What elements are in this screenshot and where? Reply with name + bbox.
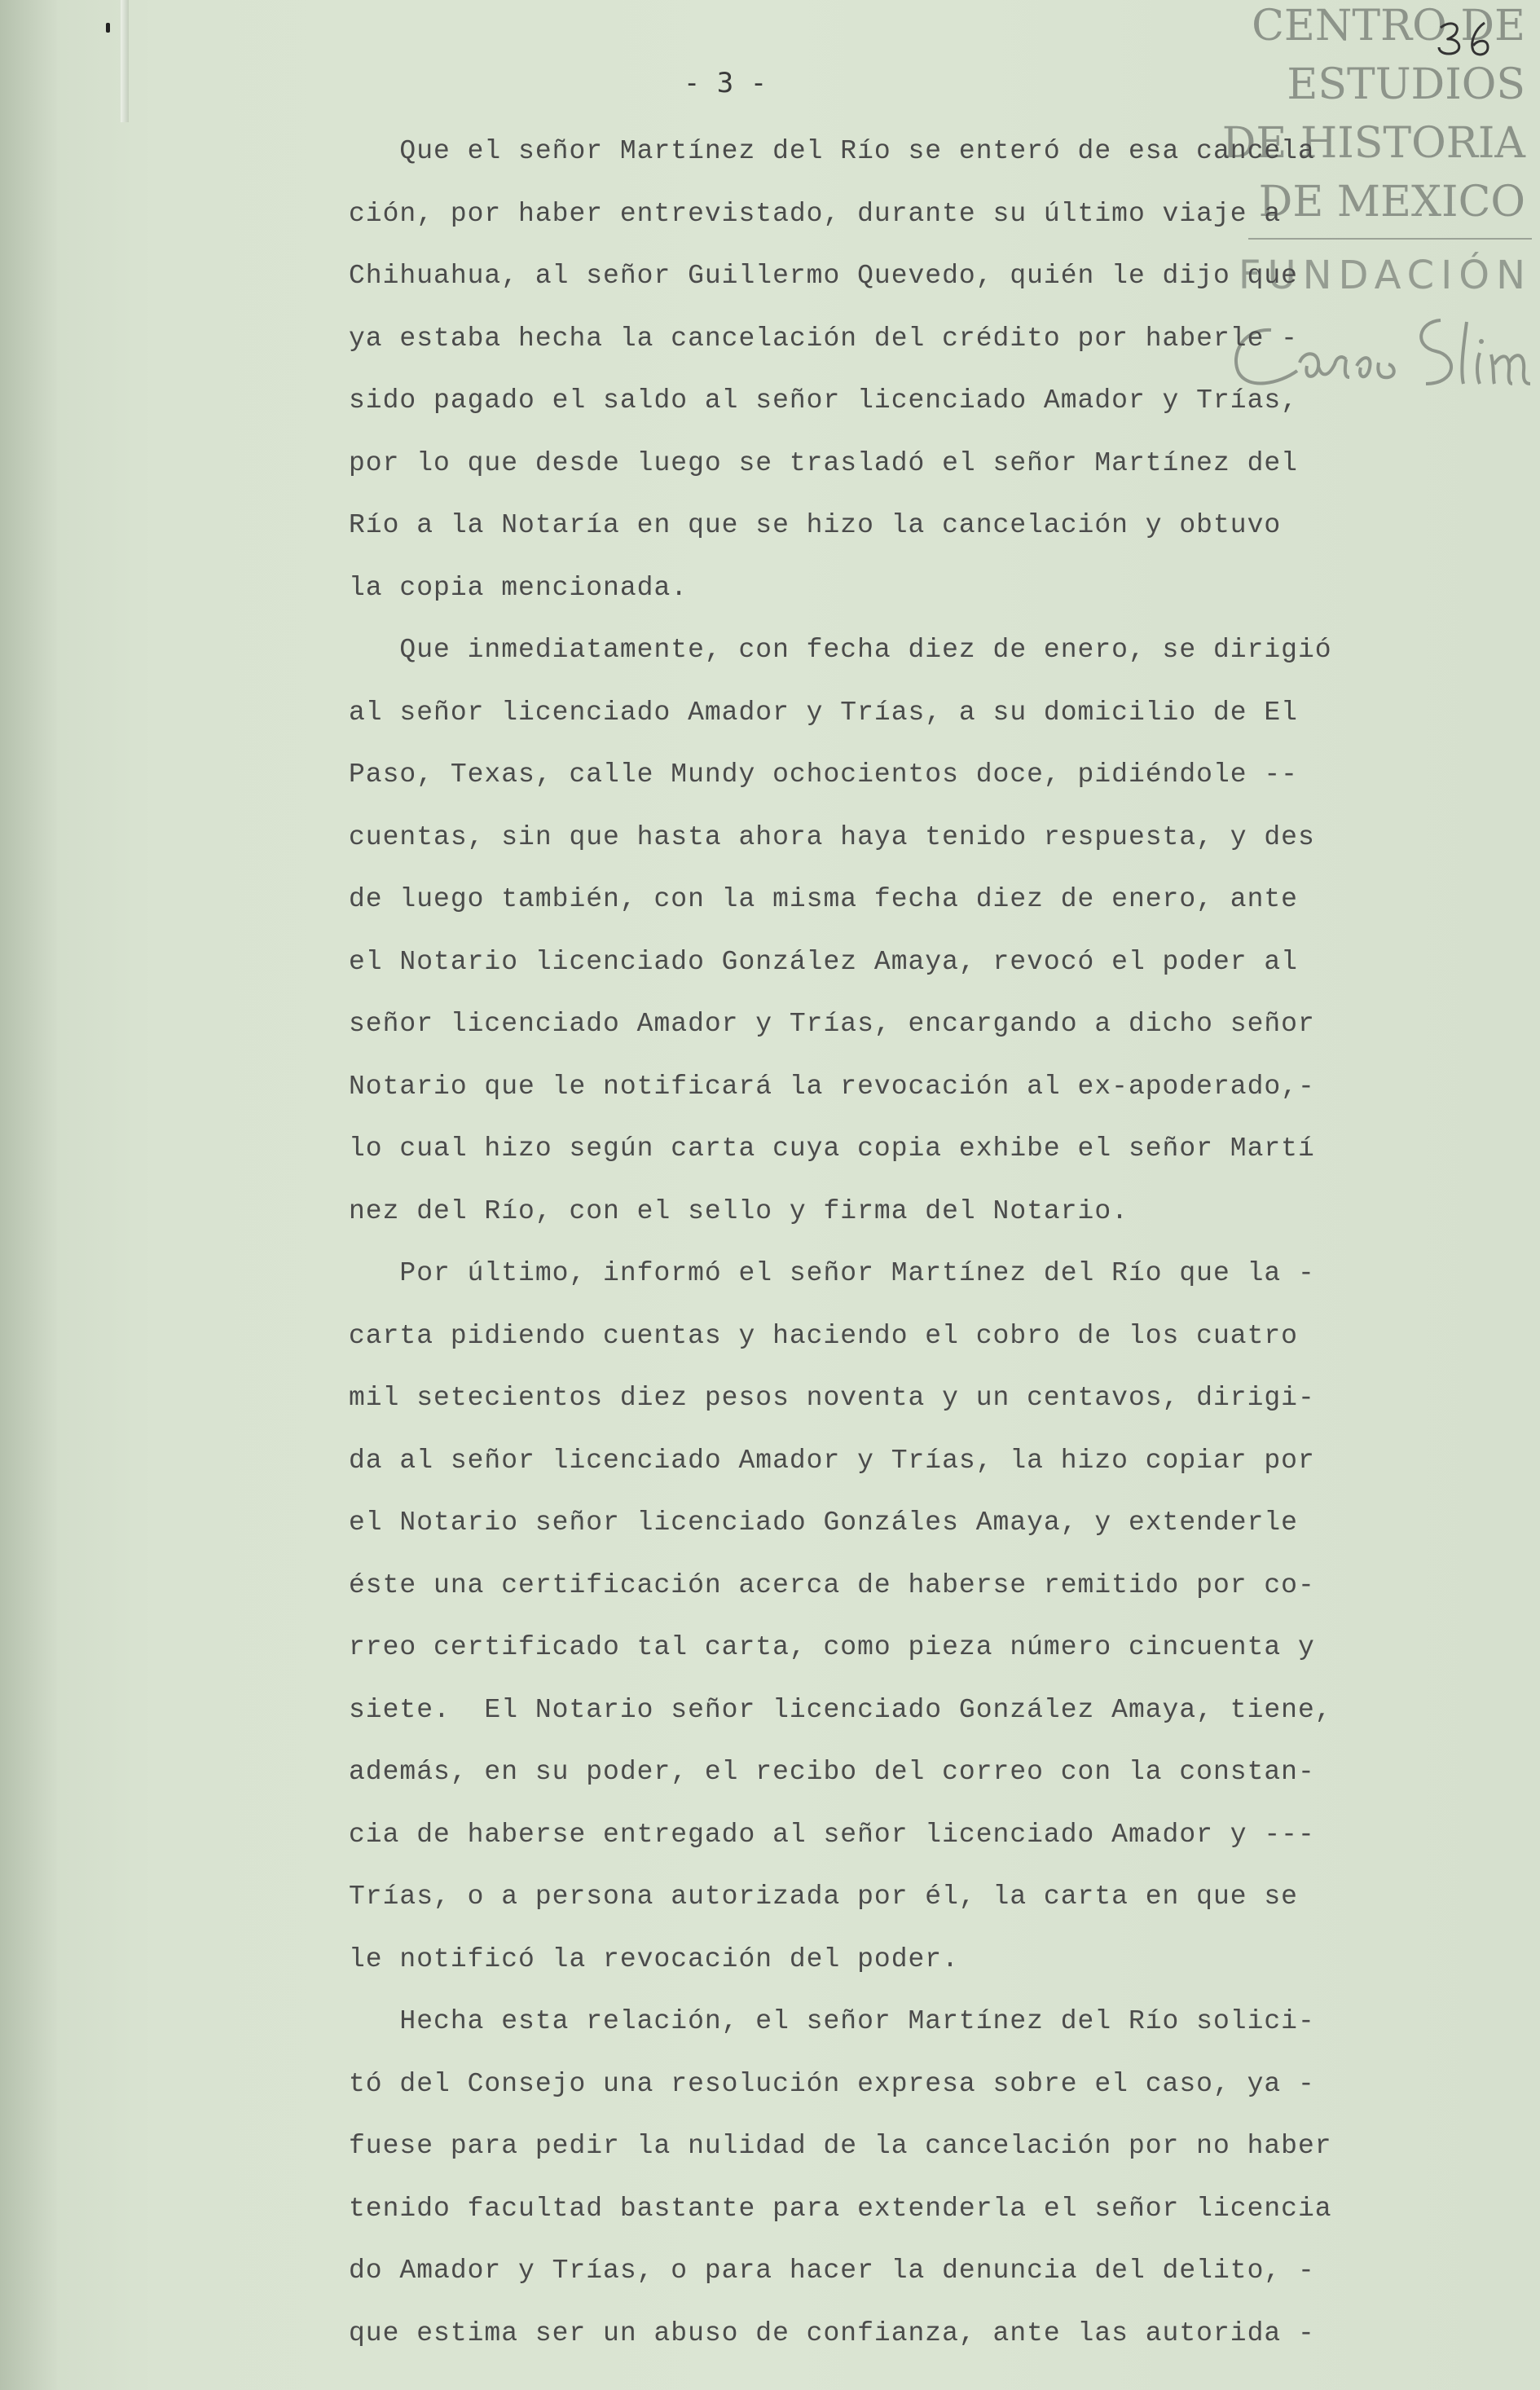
text-line: cia de haberse entregado al señor licenciado Amador y --- [349, 1819, 1315, 1850]
text-line: sido pagado el saldo al señor licenciado Amador y Trías, [349, 385, 1298, 416]
binding-shadow [0, 0, 57, 2390]
text-line: éste una certificación acerca de haberse remitido por co- [349, 1569, 1315, 1600]
text-line: da al señor licenciado Amador y Trías, la hizo copiar por [349, 1445, 1315, 1476]
paper-fold [121, 0, 129, 122]
folio-number-handwritten [1434, 18, 1499, 59]
text-line: lo cual hizo según carta cuya copia exhibe el señor Martí [349, 1133, 1315, 1164]
typed-body-text [349, 121, 1408, 2365]
text-line: Trías, o a persona autorizada por él, la carta en que se [349, 1882, 1298, 1912]
stamp-line-1: CENTRO DE [1252, 2, 1525, 51]
text-line: la copia mencionada. [349, 572, 689, 603]
text-line: rreo certificado tal carta, como pieza número cincuenta y [349, 1632, 1315, 1662]
stamp-foundation: FUNDACIÓN [1238, 253, 1532, 298]
text-line: Que el señor Martínez del Río se enteró de esa cancela [349, 136, 1315, 166]
text-line: Hecha esta relación, el señor Martínez del Río solici- [349, 2006, 1315, 2036]
text-line: cuentas, sin que hasta ahora haya tenido respuesta, y des [349, 821, 1315, 852]
text-line: además, en su poder, el recibo del correo con la constan- [349, 1757, 1315, 1787]
text-line: Chihuahua, al señor Guillermo Quevedo, quién le dijo que [349, 261, 1298, 291]
text-line: el Notario señor licenciado Gonzáles Amaya, y extenderle [349, 1508, 1298, 1538]
text-line: señor licenciado Amador y Trías, encargando a dicho señor [349, 1009, 1315, 1039]
text-line: le notificó la revocación del poder. [349, 1943, 959, 1974]
text-line: Notario que le notificará la revocación al ex-apoderado,- [349, 1071, 1315, 1102]
text-line: por lo que desde luego se trasladó el señor Martínez del [349, 447, 1298, 478]
ink-mark [106, 23, 110, 33]
text-line: Río a la Notaría en que se hizo la cancelación y obtuvo [349, 510, 1282, 540]
text-line: siete. El Notario señor licenciado González Amaya, tiene, [349, 1694, 1332, 1725]
page-number: - 3 - [683, 67, 768, 99]
text-line: tó del Consejo una resolución expresa sobre el caso, ya - [349, 2068, 1315, 2099]
text-line: tenido facultad bastante para extenderla el señor licencia [349, 2193, 1332, 2224]
text-line: mil setecientos diez pesos noventa y un centavos, dirigi- [349, 1383, 1315, 1413]
stamp-line-4: DE MEXICO [1258, 178, 1525, 227]
stamp-line-2: ESTUDIOS [1287, 60, 1525, 109]
text-line: el Notario licenciado González Amaya, revocó el poder al [349, 946, 1298, 977]
stamp-line-3: DE HISTORIA [1221, 119, 1525, 168]
text-line: al señor licenciado Amador y Trías, a su domicilio de El [349, 697, 1298, 728]
text-line: nez del Río, con el sello y firma del Notario. [349, 1195, 1129, 1226]
text-line: Paso, Texas, calle Mundy ochocientos doce, pidiéndole -- [349, 759, 1298, 790]
text-line: ya estaba hecha la cancelación del crédito por haberle - [349, 323, 1298, 354]
text-line: do Amador y Trías, o para hacer la denuncia del delito, - [349, 2256, 1315, 2286]
text-line: Que inmediatamente, con fecha diez de enero, se dirigió [349, 635, 1332, 665]
text-line: Por último, informó el señor Martínez del Río que la - [349, 1258, 1315, 1288]
text-line: de luego también, con la misma fecha diez de enero, ante [349, 884, 1298, 914]
text-line: carta pidiendo cuentas y haciendo el cobro de los cuatro [349, 1320, 1298, 1351]
text-line: ción, por haber entrevistado, durante su último viaje a [349, 198, 1282, 229]
text-line: que estima ser un abuso de confianza, ante las autorida - [349, 2317, 1315, 2348]
text-line: fuese para pedir la nulidad de la cancelación por no haber [349, 2131, 1332, 2161]
